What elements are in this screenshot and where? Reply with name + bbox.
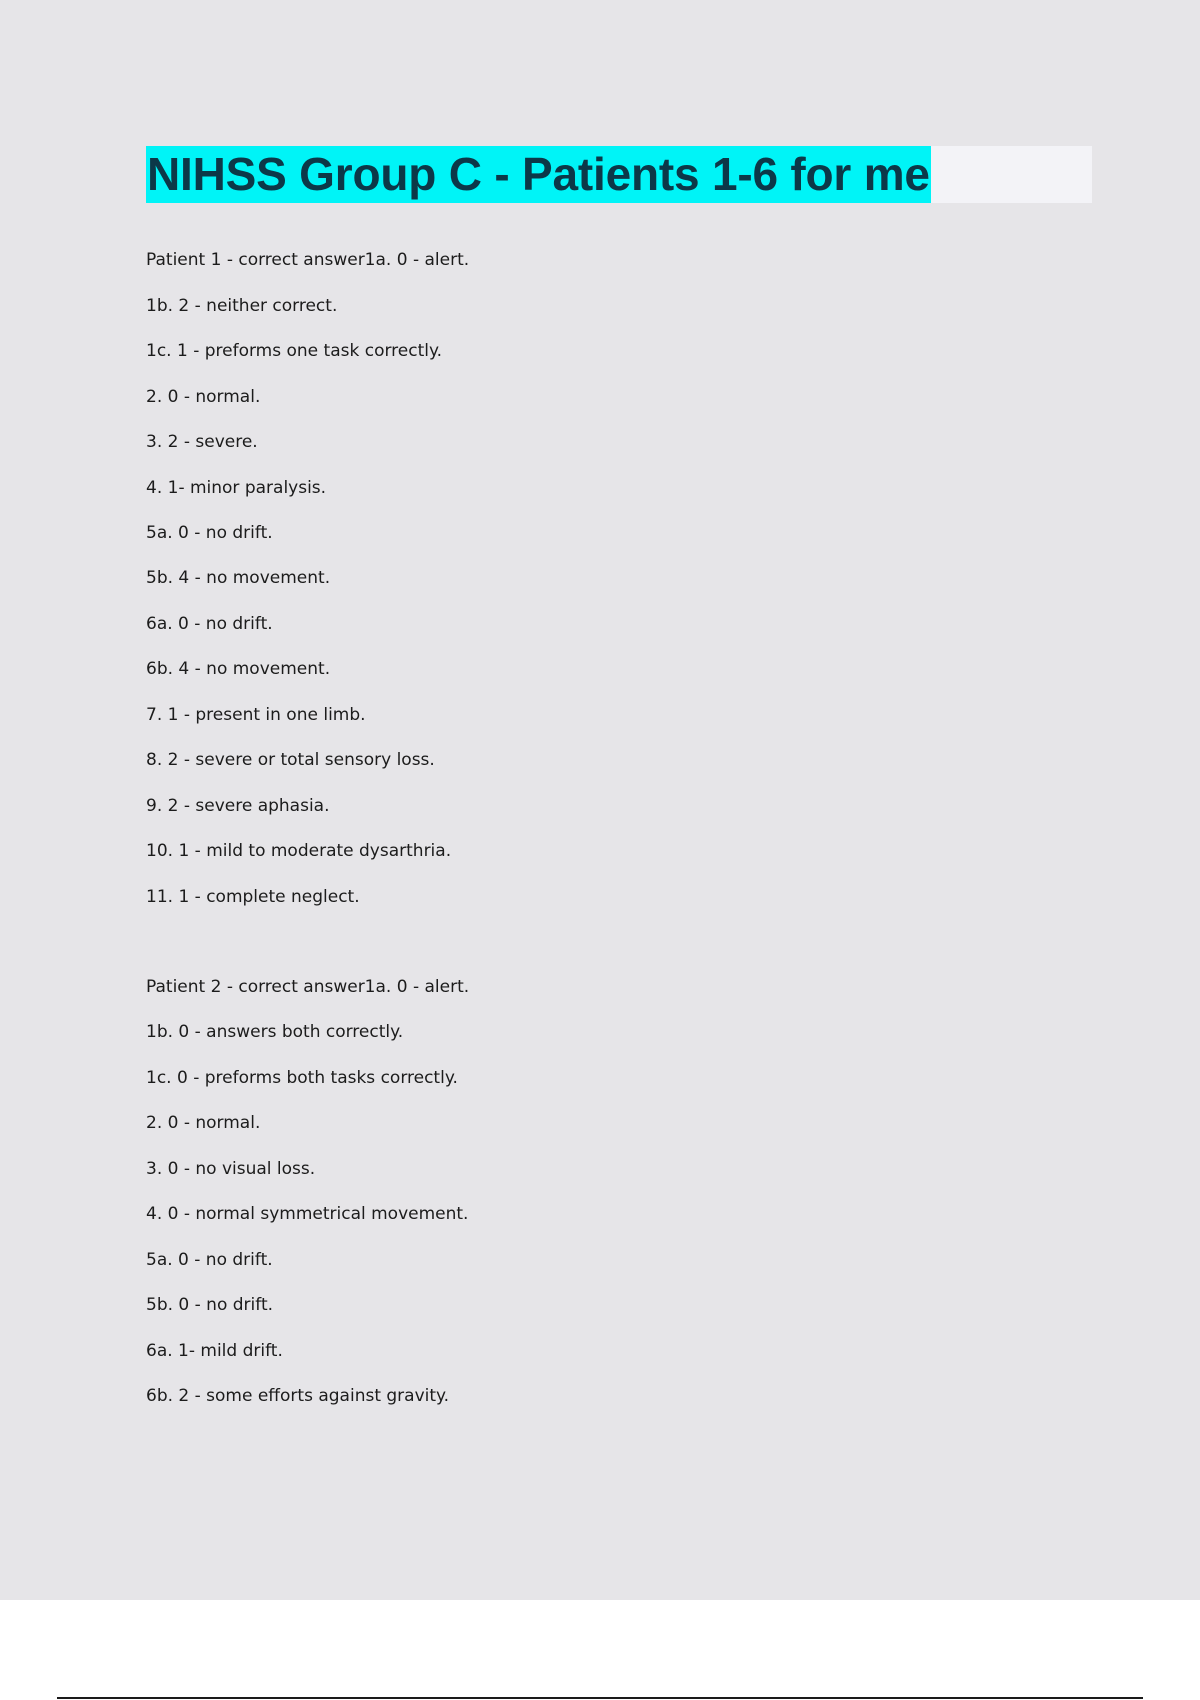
patient-1-item-10: 10. 1 - mild to moderate dysarthria. — [146, 841, 452, 861]
patient-2-item-1c: 1c. 0 - preforms both tasks correctly. — [146, 1068, 458, 1088]
patient-1-item-6b: 6b. 4 - no movement. — [146, 659, 331, 679]
document-title: NIHSS Group C - Patients 1-6 for me — [146, 146, 931, 203]
patient-2-item-5b: 5b. 0 - no drift. — [146, 1295, 274, 1315]
patient-1-item-9: 9. 2 - severe aphasia. — [146, 796, 330, 816]
patient-2-header: Patient 2 - correct answer1a. 0 - alert. — [146, 977, 470, 997]
patient-1-item-2: 2. 0 - normal. — [146, 387, 261, 407]
patient-2-item-3: 3. 0 - no visual loss. — [146, 1159, 316, 1179]
patient-1-item-4: 4. 1- minor paralysis. — [146, 478, 327, 498]
patient-1-item-1c: 1c. 1 - preforms one task correctly. — [146, 341, 443, 361]
title-highlight-band — [146, 146, 1092, 203]
patient-2-item-4: 4. 0 - normal symmetrical movement. — [146, 1204, 469, 1224]
patient-2-item-2: 2. 0 - normal. — [146, 1113, 261, 1133]
patient-2-item-1b: 1b. 0 - answers both correctly. — [146, 1022, 404, 1042]
patient-1-item-5a: 5a. 0 - no drift. — [146, 523, 273, 543]
patient-1-item-7: 7. 1 - present in one limb. — [146, 705, 366, 725]
patient-1-item-6a: 6a. 0 - no drift. — [146, 614, 273, 634]
patient-1-item-3: 3. 2 - severe. — [146, 432, 258, 452]
bottom-divider — [57, 1697, 1143, 1699]
patient-1-item-1b: 1b. 2 - neither correct. — [146, 296, 338, 316]
patient-1-item-5b: 5b. 4 - no movement. — [146, 568, 331, 588]
patient-1-item-8: 8. 2 - severe or total sensory loss. — [146, 750, 435, 770]
patient-2-item-6a: 6a. 1- mild drift. — [146, 1341, 283, 1361]
patient-2-item-6b: 6b. 2 - some efforts against gravity. — [146, 1386, 450, 1406]
patient-1-header: Patient 1 - correct answer1a. 0 - alert. — [146, 250, 470, 270]
patient-1-item-11: 11. 1 - complete neglect. — [146, 887, 360, 907]
patient-2-item-5a: 5a. 0 - no drift. — [146, 1250, 273, 1270]
